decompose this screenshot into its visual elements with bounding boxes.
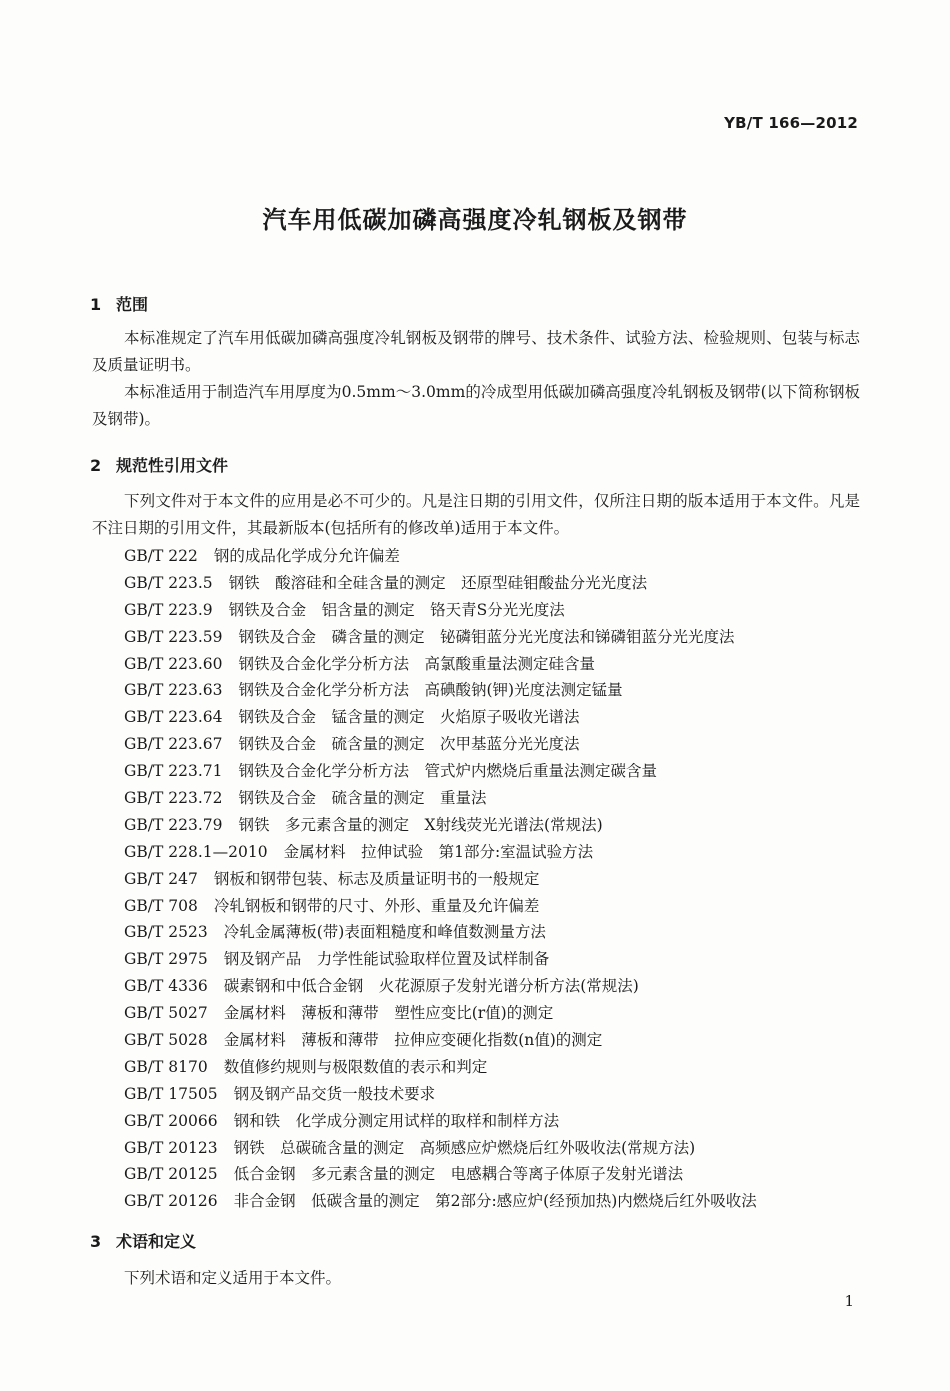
reference-item <box>124 731 864 758</box>
reference-title: 钢铁及合金 铝含量的测定 铬天青S分光光度法 <box>228 600 565 619</box>
reference-item <box>124 1161 864 1188</box>
reference-title: 低合金钢 多元素含量的测定 电感耦合等离子体原子发射光谱法 <box>233 1165 684 1184</box>
reference-item <box>124 919 864 946</box>
section-1-heading <box>90 292 148 315</box>
reference-title: 钢铁 多元素含量的测定 X射线荧光光谱法(常规法) <box>238 815 603 834</box>
reference-code: GB/T 20125 <box>124 1165 218 1184</box>
section-number: 1 <box>90 295 102 314</box>
reference-code: GB/T 223.59 <box>124 627 223 646</box>
reference-code: GB/T 708 <box>124 896 198 915</box>
terms-paragraph: 下列术语和定义适用于本文件。 <box>124 1269 342 1287</box>
reference-code: GB/T 2975 <box>124 950 208 969</box>
reference-code: GB/T 223.72 <box>124 789 223 808</box>
section-number: 3 <box>90 1232 102 1251</box>
reference-item <box>124 812 864 839</box>
reference-title: 金属材料 薄板和薄带 塑性应变比(r值)的测定 <box>223 1004 554 1023</box>
reference-title: 钢及钢产品 力学性能试验取样位置及试样制备 <box>223 950 550 969</box>
scope-paragraph-1: 本标准规定了汽车用低碳加磷高强度冷轧钢板及钢带的牌号、技术条件、试验方法、检验规则、包装与标志及质量证明书。 <box>92 329 860 374</box>
reference-title: 钢板和钢带包装、标志及质量证明书的一般规定 <box>213 869 540 888</box>
reference-title: 碳素钢和中低合金钢 火花源原子发射光谱分析方法(常规法) <box>223 977 639 996</box>
scope-paragraph-2: 本标准适用于制造汽车用厚度为0.5mm～3.0mm的冷成型用低碳加磷高强度冷轧钢板及钢带(以下简称钢板及钢带)。 <box>92 383 860 428</box>
reference-item <box>124 973 864 1000</box>
reference-title: 冷轧钢板和钢带的尺寸、外形、重量及允许偏差 <box>213 896 540 915</box>
reference-code: GB/T 4336 <box>124 977 208 996</box>
reference-item <box>124 758 864 785</box>
reference-item <box>124 570 864 597</box>
reference-code: GB/T 20126 <box>124 1192 218 1211</box>
reference-item <box>124 597 864 624</box>
reference-item <box>124 677 864 704</box>
reference-title: 非合金钢 低碳含量的测定 第2部分:感应炉(经预加热)内燃烧后红外吸收法 <box>233 1192 757 1211</box>
reference-title: 金属材料 拉伸试验 第1部分:室温试验方法 <box>283 842 594 861</box>
reference-item <box>124 704 864 731</box>
reference-item <box>124 866 864 893</box>
reference-code: GB/T 223.67 <box>124 735 223 754</box>
reference-item <box>124 651 864 678</box>
section-title: 术语和定义 <box>116 1232 197 1251</box>
reference-code: GB/T 223.60 <box>124 654 223 673</box>
reference-title: 钢铁及合金 硫含量的测定 重量法 <box>238 789 487 808</box>
reference-title: 钢铁 酸溶硅和全硅含量的测定 还原型硅钼酸盐分光光度法 <box>228 573 648 592</box>
reference-item <box>124 1027 864 1054</box>
reference-title: 数值修约规则与极限数值的表示和判定 <box>223 1057 488 1076</box>
reference-item <box>124 1054 864 1081</box>
reference-item <box>124 893 864 920</box>
standard-code: YB/T 166—2012 <box>724 114 858 132</box>
reference-title: 钢铁及合金化学分析方法 高氯酸重量法测定硅含量 <box>238 654 596 673</box>
reference-code: GB/T 223.5 <box>124 573 213 592</box>
reference-code: GB/T 228.1—2010 <box>124 842 268 861</box>
reference-title: 钢铁及合金化学分析方法 管式炉内燃烧后重量法测定碳含量 <box>238 762 658 781</box>
reference-code: GB/T 223.64 <box>124 708 223 727</box>
reference-code: GB/T 223.79 <box>124 815 223 834</box>
reference-title: 钢铁及合金 磷含量的测定 铋磷钼蓝分光光度法和锑磷钼蓝分光光度法 <box>238 627 735 646</box>
reference-title: 钢铁及合金 锰含量的测定 火焰原子吸收光谱法 <box>238 708 580 727</box>
normative-references-intro: 下列文件对于本文件的应用是必不可少的。凡是注日期的引用文件，仅所注日期的版本适用于本文件。凡是不注日期的引用文件，其最新版本(包括所有的修改单)适用于本文件。 <box>92 492 860 537</box>
reference-title: 金属材料 薄板和薄带 拉伸应变硬化指数(n值)的测定 <box>223 1031 603 1050</box>
section-title: 范围 <box>116 295 149 314</box>
section-3-heading <box>90 1229 196 1252</box>
reference-title: 钢及钢产品交货一般技术要求 <box>233 1084 436 1103</box>
reference-code: GB/T 223.71 <box>124 762 223 781</box>
section-title: 规范性引用文件 <box>116 456 229 475</box>
section-2-heading <box>90 453 228 476</box>
reference-item <box>124 1135 864 1162</box>
reference-code: GB/T 223.9 <box>124 600 213 619</box>
reference-title: 钢和铁 化学成分测定用试样的取样和制样方法 <box>233 1111 560 1130</box>
reference-item <box>124 543 864 570</box>
reference-code: GB/T 223.63 <box>124 681 223 700</box>
reference-item <box>124 839 864 866</box>
reference-code: GB/T 5027 <box>124 1004 208 1023</box>
reference-code: GB/T 20066 <box>124 1111 218 1130</box>
reference-list <box>124 543 864 1215</box>
reference-title: 钢铁及合金化学分析方法 高碘酸钠(钾)光度法测定锰量 <box>238 681 623 700</box>
reference-item <box>124 946 864 973</box>
reference-code: GB/T 247 <box>124 869 198 888</box>
reference-code: GB/T 8170 <box>124 1057 208 1076</box>
reference-item <box>124 1188 864 1215</box>
reference-item <box>124 1108 864 1135</box>
reference-title: 冷轧金属薄板(带)表面粗糙度和峰值数测量方法 <box>223 923 546 942</box>
reference-title: 钢的成品化学成分允许偏差 <box>213 547 400 565</box>
reference-title: 钢铁 总碳硫含量的测定 高频感应炉燃烧后红外吸收法(常规方法) <box>233 1138 696 1157</box>
reference-code: GB/T 20123 <box>124 1138 218 1157</box>
reference-item <box>124 1081 864 1108</box>
reference-code: GB/T 17505 <box>124 1084 218 1103</box>
reference-item <box>124 1000 864 1027</box>
reference-item <box>124 624 864 651</box>
reference-title: 钢铁及合金 硫含量的测定 次甲基蓝分光光度法 <box>238 735 580 754</box>
page-number: 1 <box>844 1292 854 1310</box>
reference-code: GB/T 5028 <box>124 1031 208 1050</box>
reference-code: GB/T 2523 <box>124 923 208 942</box>
document-title: 汽车用低碳加磷高强度冷轧钢板及钢带 <box>262 206 688 234</box>
reference-code: GB/T 222 <box>124 547 198 565</box>
section-number: 2 <box>90 456 102 475</box>
reference-item <box>124 785 864 812</box>
